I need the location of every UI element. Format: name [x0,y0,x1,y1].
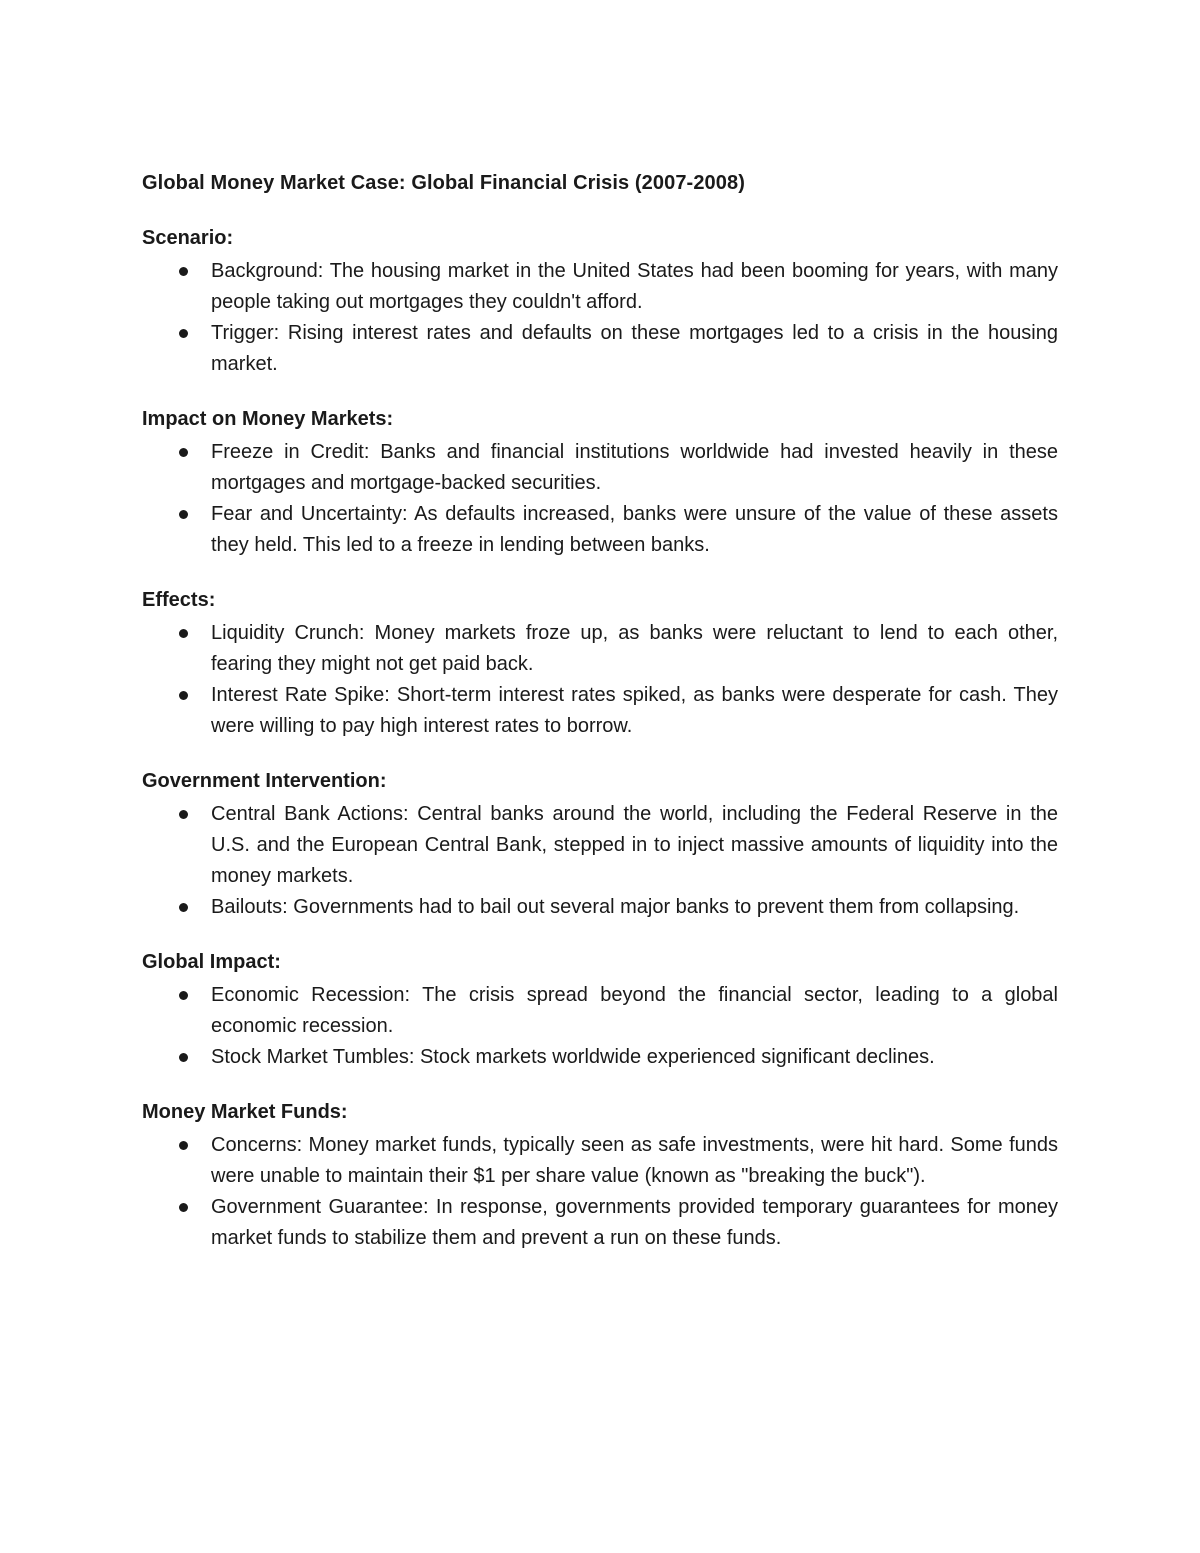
bullet-list [142,1130,1058,1254]
section-money-market-funds [142,1097,1058,1254]
section-heading: Money Market Funds: [142,1101,348,1123]
list-item [142,437,1058,499]
section-heading: Government Intervention: [142,770,387,792]
section-heading: Scenario: [142,227,234,249]
bullet-list [142,618,1058,742]
section-effects [142,585,1058,742]
bullet-icon [179,448,188,457]
list-item-text: Background: The housing market in the United States had been booming for years, with many people taking out mortgages they couldn't afford. [211,260,1058,313]
bullet-list [142,799,1058,923]
section-scenario [142,223,1058,380]
bullet-icon [179,1203,188,1212]
section-heading: Global Impact: [142,951,281,973]
document-title: Global Money Market Case: Global Financial Crisis (2007-2008) [142,172,745,194]
list-item-text: Concerns: Money market funds, typically seen as safe investments, were hit hard. Some funds were unable to maintain their $1 per share value (known as "breaking the buck"). [211,1134,1058,1187]
list-item-text: Trigger: Rising interest rates and defaults on these mortgages led to a crisis in the housing market. [211,322,1058,375]
section-heading: Impact on Money Markets: [142,408,394,430]
list-item-text: Fear and Uncertainty: As defaults increased, banks were unsure of the value of these assets they held. This led to a freeze in lending between banks. [211,503,1058,556]
section-impact-on-money-markets [142,404,1058,561]
bullet-icon [179,810,188,819]
list-item [142,892,1058,923]
section-global-impact [142,947,1058,1073]
list-item [142,1042,1058,1073]
bullet-icon [179,629,188,638]
list-item [142,799,1058,892]
list-item [142,980,1058,1042]
list-item [142,1192,1058,1254]
list-item [142,499,1058,561]
bullet-icon [179,903,188,912]
list-item-text: Interest Rate Spike: Short-term interest rates spiked, as banks were desperate for cash. They were willing to pay high interest rates to borrow. [211,684,1058,737]
section-government-intervention [142,766,1058,923]
bullet-icon [179,329,188,338]
list-item-text: Liquidity Crunch: Money markets froze up, as banks were reluctant to lend to each other, fearing they might not get paid back. [211,622,1058,675]
list-item [142,618,1058,680]
list-item-text: Central Bank Actions: Central banks around the world, including the Federal Reserve in the U.S. and the European Central Bank, stepped in to inject massive amounts of liquidity into the money markets. [211,803,1058,887]
list-item [142,1130,1058,1192]
bullet-list [142,980,1058,1073]
bullet-icon [179,991,188,1000]
bullet-icon [179,1053,188,1062]
bullet-list [142,437,1058,561]
bullet-icon [179,691,188,700]
list-item-text: Bailouts: Governments had to bail out several major banks to prevent them from collapsing. [211,896,1020,918]
list-item-text: Government Guarantee: In response, governments provided temporary guarantees for money market funds to stabilize them and prevent a run on these funds. [211,1196,1058,1249]
bullet-list [142,256,1058,380]
list-item [142,680,1058,742]
list-item [142,318,1058,380]
list-item [142,256,1058,318]
list-item-text: Economic Recession: The crisis spread beyond the financial sector, leading to a global economic recession. [211,984,1058,1037]
bullet-icon [179,510,188,519]
section-heading: Effects: [142,589,216,611]
document-page [142,168,1058,1278]
list-item-text: Freeze in Credit: Banks and financial institutions worldwide had invested heavily in these mortgages and mortgage-backed securities. [211,441,1058,494]
bullet-icon [179,267,188,276]
list-item-text: Stock Market Tumbles: Stock markets worldwide experienced significant declines. [211,1046,935,1068]
bullet-icon [179,1141,188,1150]
